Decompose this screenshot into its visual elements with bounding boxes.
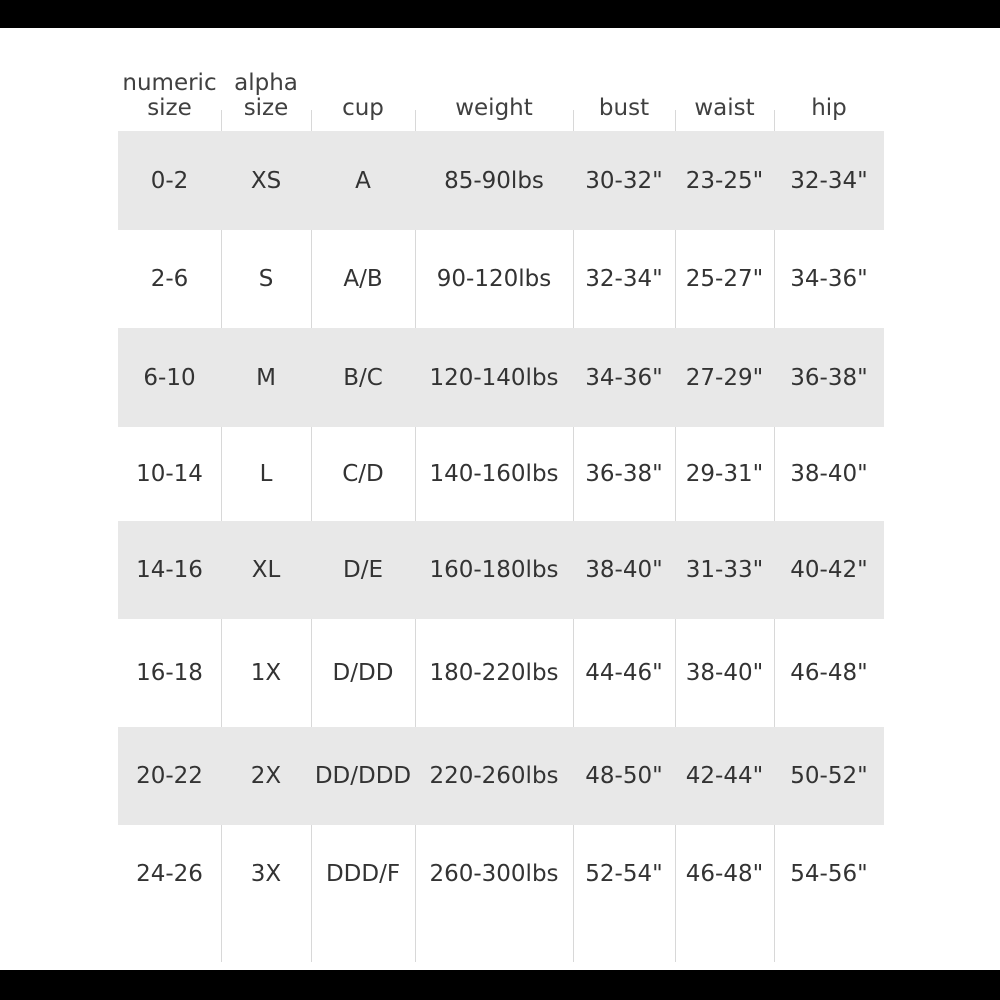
table-row bbox=[118, 825, 884, 922]
cup-cell: D/E bbox=[343, 557, 383, 583]
alpha-size-cell: L bbox=[259, 461, 273, 487]
alpha-size-cell: XL bbox=[251, 557, 281, 583]
header-cup: cup bbox=[342, 95, 384, 121]
table-row bbox=[118, 521, 884, 619]
cup-cell: A/B bbox=[343, 266, 383, 292]
size-chart-page bbox=[0, 28, 1000, 970]
header-numeric-size: numeric size bbox=[122, 70, 217, 121]
header-weight: weight bbox=[455, 95, 533, 121]
size-chart-table bbox=[118, 70, 884, 922]
weight-cell: 160-180lbs bbox=[429, 557, 559, 583]
cup-cell: DDD/F bbox=[325, 860, 401, 887]
hip-cell: 36-38" bbox=[790, 364, 868, 391]
numeric-size-cell: 24-26 bbox=[136, 860, 203, 887]
table-row bbox=[118, 427, 884, 521]
numeric-size-cell: 16-18 bbox=[136, 660, 203, 686]
numeric-size-cell: 14-16 bbox=[136, 557, 203, 583]
hip-cell: 54-56" bbox=[790, 860, 868, 887]
alpha-size-cell: 2X bbox=[250, 763, 282, 789]
numeric-size-cell: 6-10 bbox=[143, 364, 196, 391]
bust-cell: 44-46" bbox=[585, 660, 663, 686]
numeric-size-cell: 0-2 bbox=[150, 167, 189, 194]
waist-cell: 23-25" bbox=[685, 167, 764, 194]
waist-cell: 29-31" bbox=[685, 461, 764, 487]
waist-cell: 42-44" bbox=[685, 763, 764, 789]
waist-cell: 27-29" bbox=[685, 364, 764, 391]
bust-cell: 36-38" bbox=[585, 461, 663, 487]
weight-cell: 220-260lbs bbox=[429, 763, 559, 789]
weight-cell: 140-160lbs bbox=[429, 461, 559, 487]
numeric-size-cell: 10-14 bbox=[136, 461, 203, 487]
cup-cell: DD/DDD bbox=[314, 763, 412, 789]
header-waist: waist bbox=[694, 95, 755, 121]
waist-cell: 46-48" bbox=[685, 860, 764, 887]
table-body bbox=[118, 131, 884, 922]
hip-cell: 50-52" bbox=[790, 763, 868, 789]
bust-cell: 52-54" bbox=[585, 860, 663, 887]
alpha-size-cell: XS bbox=[250, 167, 282, 194]
alpha-size-cell: M bbox=[256, 364, 276, 391]
table-row bbox=[118, 131, 884, 230]
cup-cell: D/DD bbox=[332, 660, 394, 686]
hip-cell: 40-42" bbox=[790, 557, 868, 583]
alpha-size-cell: S bbox=[258, 266, 274, 292]
weight-cell: 260-300lbs bbox=[429, 860, 559, 887]
weight-cell: 85-90lbs bbox=[444, 167, 544, 194]
header-hip: hip bbox=[811, 95, 847, 121]
bust-cell: 30-32" bbox=[585, 167, 663, 194]
cup-cell: A bbox=[355, 167, 371, 194]
waist-cell: 31-33" bbox=[685, 557, 764, 583]
bust-cell: 38-40" bbox=[585, 557, 663, 583]
weight-cell: 90-120lbs bbox=[436, 266, 552, 292]
alpha-size-cell: 1X bbox=[250, 660, 282, 686]
weight-cell: 180-220lbs bbox=[429, 660, 559, 686]
hip-cell: 32-34" bbox=[790, 167, 868, 194]
waist-cell: 25-27" bbox=[685, 266, 764, 292]
numeric-size-cell: 2-6 bbox=[150, 266, 189, 292]
bust-cell: 32-34" bbox=[585, 266, 663, 292]
header-row bbox=[118, 70, 884, 131]
bust-cell: 34-36" bbox=[585, 364, 663, 391]
bust-cell: 48-50" bbox=[585, 763, 663, 789]
hip-cell: 38-40" bbox=[790, 461, 868, 487]
table-row bbox=[118, 328, 884, 427]
cup-cell: B/C bbox=[343, 364, 383, 391]
cup-cell: C/D bbox=[342, 461, 384, 487]
table-row bbox=[118, 619, 884, 727]
weight-cell: 120-140lbs bbox=[429, 364, 559, 391]
header-alpha-size: alpha size bbox=[234, 70, 298, 121]
table-row bbox=[118, 230, 884, 328]
alpha-size-cell: 3X bbox=[250, 860, 282, 887]
waist-cell: 38-40" bbox=[685, 660, 764, 686]
hip-cell: 46-48" bbox=[790, 660, 868, 686]
hip-cell: 34-36" bbox=[790, 266, 868, 292]
header-bust: bust bbox=[598, 95, 650, 121]
table-row bbox=[118, 727, 884, 825]
numeric-size-cell: 20-22 bbox=[136, 763, 203, 789]
